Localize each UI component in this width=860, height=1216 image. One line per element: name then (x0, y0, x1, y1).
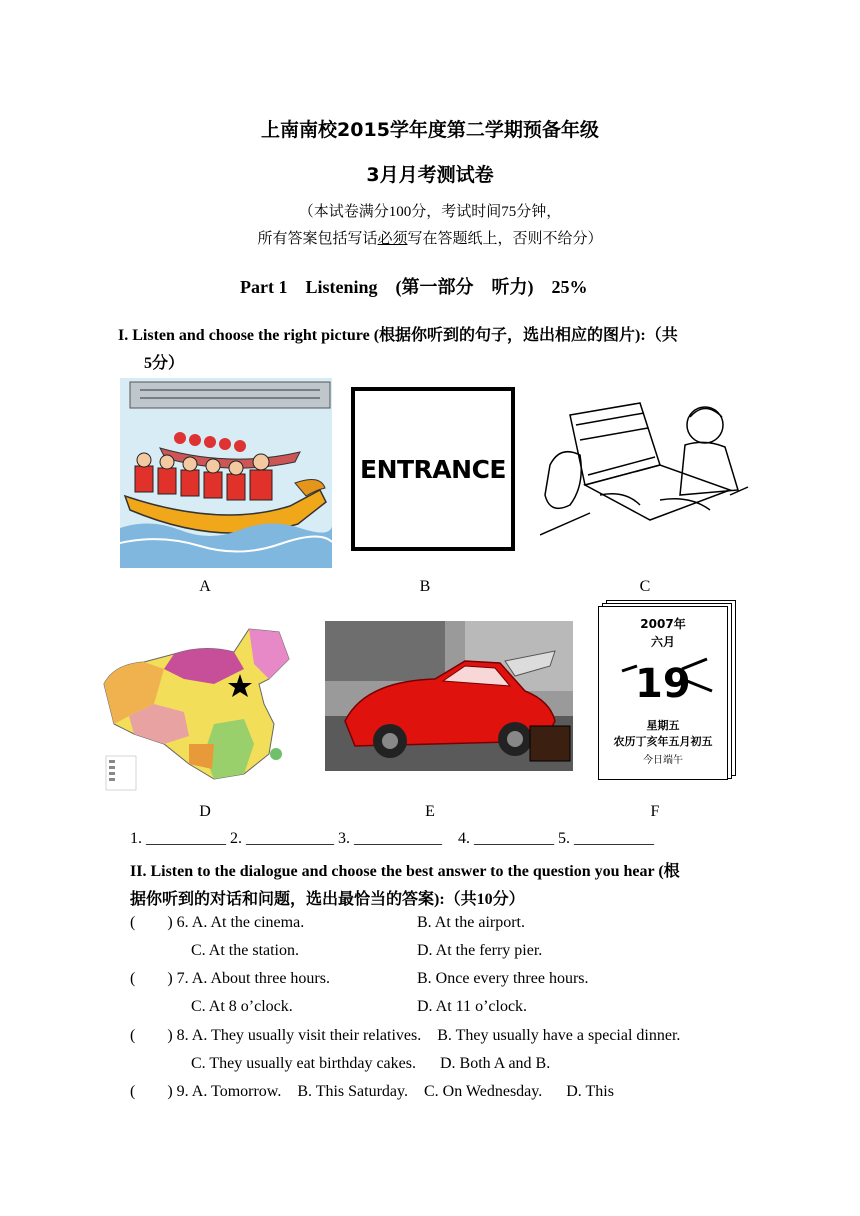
section2-heading-line1: II. Listen to the dialogue and choose the best answer to the question you hear (根 (130, 863, 680, 880)
question-6: ( ) 6. A. At the cinema. (130, 914, 305, 931)
question-8-line2: C. They usually eat birthday cakes. D. Both A and B. (191, 1055, 551, 1072)
calendar-festival: 今日端午 (643, 755, 683, 766)
section1-heading-line1: I. Listen and choose the right picture (根据你听到的句子，选出相应的图片):（共 (118, 327, 678, 344)
question-6-option-b: B. At the airport. (417, 914, 525, 931)
note-line2-underlined: 必须 (377, 231, 408, 247)
calendar-day-number-graphic (617, 651, 717, 711)
question-7-option-c: C. At 8 o’clock. (191, 998, 293, 1015)
entrance-sign-picture (351, 387, 515, 551)
exam-title-line2: 3月月考测试卷 (366, 164, 494, 186)
calendar-month: 六月 (650, 635, 675, 649)
question-9-line1: ( ) 9. A. Tomorrow. B. This Saturday. C. On Wednesday. D. This (130, 1083, 614, 1100)
picture-c-label: C (639, 578, 651, 595)
calendar-weekday: 星期五 (646, 719, 680, 732)
packing-suitcase-picture (540, 395, 750, 545)
exam-note-line2 (0, 227, 860, 248)
question-6-option-c: C. At the station. (191, 942, 299, 959)
calendar-lunar-date: 农历丁亥年五月初五 (613, 735, 713, 748)
question-6-option-d: D. At the ferry pier. (417, 942, 543, 959)
picture-b-label: B (419, 578, 431, 595)
exam-title-line1: 上南南校2015学年度第二学期预备年级 (261, 119, 599, 141)
question-7: ( ) 7. A. About three hours. (130, 970, 330, 987)
china-map-picture (94, 624, 294, 794)
dragon-boat-race-picture (120, 378, 332, 568)
svg-text:19: 19 (635, 661, 691, 707)
section1-heading-line2: 5分） (144, 355, 185, 372)
question-7-option-b: B. Once every three hours. (417, 970, 589, 987)
section1-answer-line: 1. __________ 2. ___________ 3. ___________ 4. __________ 5. __________ (130, 830, 654, 847)
question-7-option-d: D. At 11 o’clock. (417, 998, 528, 1015)
section2-heading-line2: 据你听到的对话和问题，选出最恰当的答案):（共10分） (130, 891, 525, 908)
red-sports-car-picture (325, 621, 573, 771)
picture-f-label: F (650, 803, 660, 820)
note-line2-post: 写在答题纸上，否则不给分） (407, 231, 603, 247)
note-line2-pre: 所有答案包括写话 (257, 231, 378, 247)
exam-note-line1: （本试卷满分100分，考试时间75分钟， (298, 204, 562, 220)
calendar-year: 2007年 (640, 617, 686, 631)
picture-e-label: E (425, 803, 435, 820)
entrance-sign-text: ENTRANCE (360, 454, 506, 484)
question-8-line1: ( ) 8. A. They usually visit their relatives. B. They usually have a special dinner. (130, 1027, 681, 1044)
part1-heading: Part 1 Listening (第一部分 听力) 25% (240, 277, 588, 297)
picture-a-label: A (199, 578, 211, 595)
picture-d-label: D (199, 803, 211, 820)
calendar-picture (598, 600, 734, 778)
